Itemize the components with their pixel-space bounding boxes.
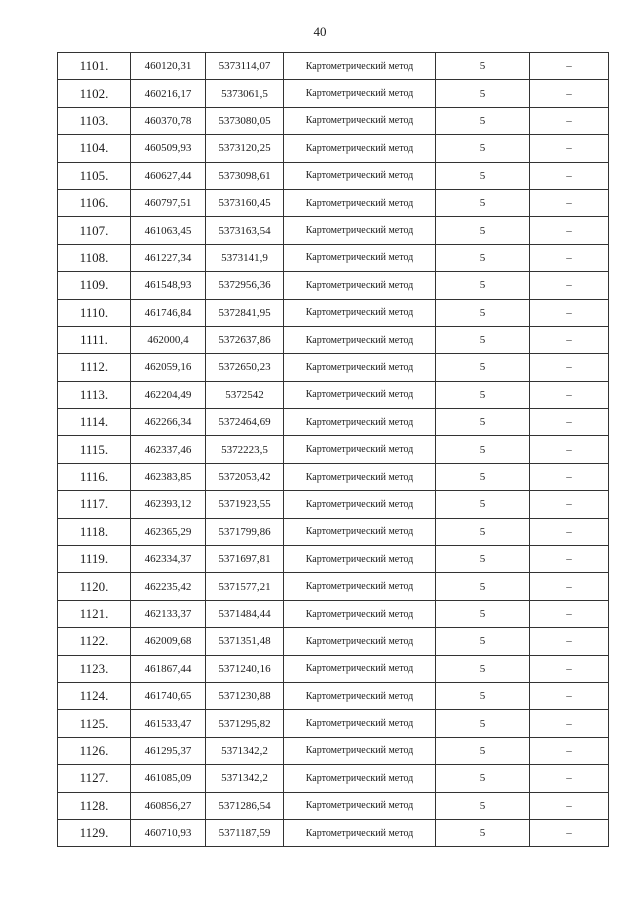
precision-cell: 5 bbox=[436, 272, 530, 299]
y-coordinate-cell: 5371286,54 bbox=[206, 792, 284, 819]
point-number-cell: 1113. bbox=[58, 381, 131, 408]
point-number-cell: 1112. bbox=[58, 354, 131, 381]
precision-cell: 5 bbox=[436, 682, 530, 709]
x-coordinate-cell: 461533,47 bbox=[131, 710, 206, 737]
y-coordinate-cell: 5371484,44 bbox=[206, 600, 284, 627]
note-cell: – bbox=[530, 244, 609, 271]
point-number-cell: 1110. bbox=[58, 299, 131, 326]
note-cell: – bbox=[530, 710, 609, 737]
note-cell: – bbox=[530, 682, 609, 709]
x-coordinate-cell: 461227,34 bbox=[131, 244, 206, 271]
method-cell: Картометрический метод bbox=[284, 463, 436, 490]
method-cell: Картометрический метод bbox=[284, 409, 436, 436]
x-coordinate-cell: 460797,51 bbox=[131, 189, 206, 216]
method-cell: Картометрический метод bbox=[284, 628, 436, 655]
x-coordinate-cell: 462365,29 bbox=[131, 518, 206, 545]
point-number-cell: 1121. bbox=[58, 600, 131, 627]
y-coordinate-cell: 5372223,5 bbox=[206, 436, 284, 463]
table-row bbox=[58, 162, 609, 189]
method-cell: Картометрический метод bbox=[284, 162, 436, 189]
precision-cell: 5 bbox=[436, 600, 530, 627]
point-number-cell: 1108. bbox=[58, 244, 131, 271]
note-cell: – bbox=[530, 518, 609, 545]
table-row bbox=[58, 244, 609, 271]
y-coordinate-cell: 5371230,88 bbox=[206, 682, 284, 709]
note-cell: – bbox=[530, 299, 609, 326]
table-row bbox=[58, 381, 609, 408]
note-cell: – bbox=[530, 628, 609, 655]
point-number-cell: 1104. bbox=[58, 135, 131, 162]
table-row bbox=[58, 491, 609, 518]
x-coordinate-cell: 462235,42 bbox=[131, 573, 206, 600]
y-coordinate-cell: 5373114,07 bbox=[206, 53, 284, 80]
note-cell: – bbox=[530, 765, 609, 792]
y-coordinate-cell: 5372841,95 bbox=[206, 299, 284, 326]
point-number-cell: 1116. bbox=[58, 463, 131, 490]
note-cell: – bbox=[530, 381, 609, 408]
point-number-cell: 1117. bbox=[58, 491, 131, 518]
x-coordinate-cell: 460856,27 bbox=[131, 792, 206, 819]
point-number-cell: 1123. bbox=[58, 655, 131, 682]
note-cell: – bbox=[530, 600, 609, 627]
note-cell: – bbox=[530, 546, 609, 573]
method-cell: Картометрический метод bbox=[284, 135, 436, 162]
table-row bbox=[58, 573, 609, 600]
x-coordinate-cell: 462334,37 bbox=[131, 546, 206, 573]
precision-cell: 5 bbox=[436, 710, 530, 737]
table-row bbox=[58, 189, 609, 216]
table-row bbox=[58, 217, 609, 244]
x-coordinate-cell: 460120,31 bbox=[131, 53, 206, 80]
x-coordinate-cell: 461746,84 bbox=[131, 299, 206, 326]
table-row bbox=[58, 628, 609, 655]
method-cell: Картометрический метод bbox=[284, 436, 436, 463]
method-cell: Картометрический метод bbox=[284, 573, 436, 600]
precision-cell: 5 bbox=[436, 409, 530, 436]
x-coordinate-cell: 460710,93 bbox=[131, 819, 206, 846]
table-row bbox=[58, 409, 609, 436]
method-cell: Картометрический метод bbox=[284, 244, 436, 271]
precision-cell: 5 bbox=[436, 80, 530, 107]
note-cell: – bbox=[530, 53, 609, 80]
table-row bbox=[58, 710, 609, 737]
method-cell: Картометрический метод bbox=[284, 217, 436, 244]
table-row bbox=[58, 436, 609, 463]
table-row bbox=[58, 819, 609, 846]
precision-cell: 5 bbox=[436, 463, 530, 490]
precision-cell: 5 bbox=[436, 189, 530, 216]
table-row bbox=[58, 107, 609, 134]
method-cell: Картометрический метод bbox=[284, 518, 436, 545]
note-cell: – bbox=[530, 737, 609, 764]
y-coordinate-cell: 5373120,25 bbox=[206, 135, 284, 162]
point-number-cell: 1128. bbox=[58, 792, 131, 819]
table-row bbox=[58, 354, 609, 381]
y-coordinate-cell: 5373098,61 bbox=[206, 162, 284, 189]
table-row bbox=[58, 655, 609, 682]
x-coordinate-cell: 460509,93 bbox=[131, 135, 206, 162]
point-number-cell: 1119. bbox=[58, 546, 131, 573]
point-number-cell: 1122. bbox=[58, 628, 131, 655]
y-coordinate-cell: 5372650,23 bbox=[206, 354, 284, 381]
precision-cell: 5 bbox=[436, 518, 530, 545]
y-coordinate-cell: 5372542 bbox=[206, 381, 284, 408]
table-row bbox=[58, 737, 609, 764]
point-number-cell: 1125. bbox=[58, 710, 131, 737]
precision-cell: 5 bbox=[436, 655, 530, 682]
precision-cell: 5 bbox=[436, 628, 530, 655]
x-coordinate-cell: 461295,37 bbox=[131, 737, 206, 764]
y-coordinate-cell: 5371351,48 bbox=[206, 628, 284, 655]
precision-cell: 5 bbox=[436, 765, 530, 792]
table-row bbox=[58, 326, 609, 353]
note-cell: – bbox=[530, 135, 609, 162]
method-cell: Картометрический метод bbox=[284, 600, 436, 627]
x-coordinate-cell: 462000,4 bbox=[131, 326, 206, 353]
y-coordinate-cell: 5371342,2 bbox=[206, 737, 284, 764]
precision-cell: 5 bbox=[436, 792, 530, 819]
x-coordinate-cell: 462133,37 bbox=[131, 600, 206, 627]
y-coordinate-cell: 5372956,36 bbox=[206, 272, 284, 299]
point-number-cell: 1129. bbox=[58, 819, 131, 846]
point-number-cell: 1106. bbox=[58, 189, 131, 216]
x-coordinate-cell: 462059,16 bbox=[131, 354, 206, 381]
y-coordinate-cell: 5372053,42 bbox=[206, 463, 284, 490]
method-cell: Картометрический метод bbox=[284, 107, 436, 134]
x-coordinate-cell: 460627,44 bbox=[131, 162, 206, 189]
table-row bbox=[58, 135, 609, 162]
method-cell: Картометрический метод bbox=[284, 381, 436, 408]
method-cell: Картометрический метод bbox=[284, 491, 436, 518]
table-row bbox=[58, 546, 609, 573]
y-coordinate-cell: 5373163,54 bbox=[206, 217, 284, 244]
note-cell: – bbox=[530, 573, 609, 600]
point-number-cell: 1114. bbox=[58, 409, 131, 436]
x-coordinate-cell: 462337,46 bbox=[131, 436, 206, 463]
precision-cell: 5 bbox=[436, 737, 530, 764]
method-cell: Картометрический метод bbox=[284, 354, 436, 381]
y-coordinate-cell: 5371295,82 bbox=[206, 710, 284, 737]
y-coordinate-cell: 5371799,86 bbox=[206, 518, 284, 545]
method-cell: Картометрический метод bbox=[284, 326, 436, 353]
method-cell: Картометрический метод bbox=[284, 546, 436, 573]
table-row bbox=[58, 299, 609, 326]
note-cell: – bbox=[530, 463, 609, 490]
x-coordinate-cell: 462009,68 bbox=[131, 628, 206, 655]
note-cell: – bbox=[530, 162, 609, 189]
x-coordinate-cell: 460216,17 bbox=[131, 80, 206, 107]
point-number-cell: 1120. bbox=[58, 573, 131, 600]
coordinates-table bbox=[57, 52, 609, 847]
note-cell: – bbox=[530, 655, 609, 682]
point-number-cell: 1109. bbox=[58, 272, 131, 299]
method-cell: Картометрический метод bbox=[284, 53, 436, 80]
precision-cell: 5 bbox=[436, 819, 530, 846]
table-row bbox=[58, 600, 609, 627]
x-coordinate-cell: 462383,85 bbox=[131, 463, 206, 490]
table-row bbox=[58, 463, 609, 490]
method-cell: Картометрический метод bbox=[284, 80, 436, 107]
precision-cell: 5 bbox=[436, 491, 530, 518]
x-coordinate-cell: 460370,78 bbox=[131, 107, 206, 134]
y-coordinate-cell: 5371187,59 bbox=[206, 819, 284, 846]
note-cell: – bbox=[530, 272, 609, 299]
point-number-cell: 1105. bbox=[58, 162, 131, 189]
point-number-cell: 1118. bbox=[58, 518, 131, 545]
table-row bbox=[58, 53, 609, 80]
x-coordinate-cell: 461740,65 bbox=[131, 682, 206, 709]
note-cell: – bbox=[530, 80, 609, 107]
y-coordinate-cell: 5372464,69 bbox=[206, 409, 284, 436]
table-row bbox=[58, 80, 609, 107]
precision-cell: 5 bbox=[436, 354, 530, 381]
note-cell: – bbox=[530, 217, 609, 244]
point-number-cell: 1126. bbox=[58, 737, 131, 764]
method-cell: Картометрический метод bbox=[284, 189, 436, 216]
method-cell: Картометрический метод bbox=[284, 272, 436, 299]
note-cell: – bbox=[530, 436, 609, 463]
point-number-cell: 1115. bbox=[58, 436, 131, 463]
y-coordinate-cell: 5371923,55 bbox=[206, 491, 284, 518]
point-number-cell: 1127. bbox=[58, 765, 131, 792]
precision-cell: 5 bbox=[436, 381, 530, 408]
note-cell: – bbox=[530, 819, 609, 846]
method-cell: Картометрический метод bbox=[284, 710, 436, 737]
method-cell: Картометрический метод bbox=[284, 819, 436, 846]
page-number: 40 bbox=[313, 24, 327, 39]
note-cell: – bbox=[530, 491, 609, 518]
point-number-cell: 1111. bbox=[58, 326, 131, 353]
table-row bbox=[58, 682, 609, 709]
precision-cell: 5 bbox=[436, 436, 530, 463]
coordinates-table-body bbox=[58, 53, 609, 847]
x-coordinate-cell: 462204,49 bbox=[131, 381, 206, 408]
x-coordinate-cell: 461548,93 bbox=[131, 272, 206, 299]
note-cell: – bbox=[530, 354, 609, 381]
y-coordinate-cell: 5373061,5 bbox=[206, 80, 284, 107]
method-cell: Картометрический метод bbox=[284, 682, 436, 709]
table-row bbox=[58, 518, 609, 545]
method-cell: Картометрический метод bbox=[284, 792, 436, 819]
precision-cell: 5 bbox=[436, 546, 530, 573]
y-coordinate-cell: 5372637,86 bbox=[206, 326, 284, 353]
precision-cell: 5 bbox=[436, 299, 530, 326]
table-row bbox=[58, 765, 609, 792]
x-coordinate-cell: 461063,45 bbox=[131, 217, 206, 244]
note-cell: – bbox=[530, 189, 609, 216]
point-number-cell: 1107. bbox=[58, 217, 131, 244]
x-coordinate-cell: 461085,09 bbox=[131, 765, 206, 792]
precision-cell: 5 bbox=[436, 573, 530, 600]
y-coordinate-cell: 5371240,16 bbox=[206, 655, 284, 682]
table-row bbox=[58, 792, 609, 819]
precision-cell: 5 bbox=[436, 135, 530, 162]
y-coordinate-cell: 5373160,45 bbox=[206, 189, 284, 216]
y-coordinate-cell: 5371577,21 bbox=[206, 573, 284, 600]
precision-cell: 5 bbox=[436, 162, 530, 189]
table-row bbox=[58, 272, 609, 299]
y-coordinate-cell: 5371697,81 bbox=[206, 546, 284, 573]
precision-cell: 5 bbox=[436, 244, 530, 271]
note-cell: – bbox=[530, 792, 609, 819]
precision-cell: 5 bbox=[436, 217, 530, 244]
precision-cell: 5 bbox=[436, 53, 530, 80]
y-coordinate-cell: 5371342,2 bbox=[206, 765, 284, 792]
point-number-cell: 1124. bbox=[58, 682, 131, 709]
method-cell: Картометрический метод bbox=[284, 299, 436, 326]
precision-cell: 5 bbox=[436, 326, 530, 353]
note-cell: – bbox=[530, 326, 609, 353]
x-coordinate-cell: 462266,34 bbox=[131, 409, 206, 436]
y-coordinate-cell: 5373141,9 bbox=[206, 244, 284, 271]
x-coordinate-cell: 462393,12 bbox=[131, 491, 206, 518]
point-number-cell: 1102. bbox=[58, 80, 131, 107]
precision-cell: 5 bbox=[436, 107, 530, 134]
method-cell: Картометрический метод bbox=[284, 765, 436, 792]
note-cell: – bbox=[530, 409, 609, 436]
point-number-cell: 1101. bbox=[58, 53, 131, 80]
method-cell: Картометрический метод bbox=[284, 655, 436, 682]
method-cell: Картометрический метод bbox=[284, 737, 436, 764]
y-coordinate-cell: 5373080,05 bbox=[206, 107, 284, 134]
point-number-cell: 1103. bbox=[58, 107, 131, 134]
note-cell: – bbox=[530, 107, 609, 134]
x-coordinate-cell: 461867,44 bbox=[131, 655, 206, 682]
